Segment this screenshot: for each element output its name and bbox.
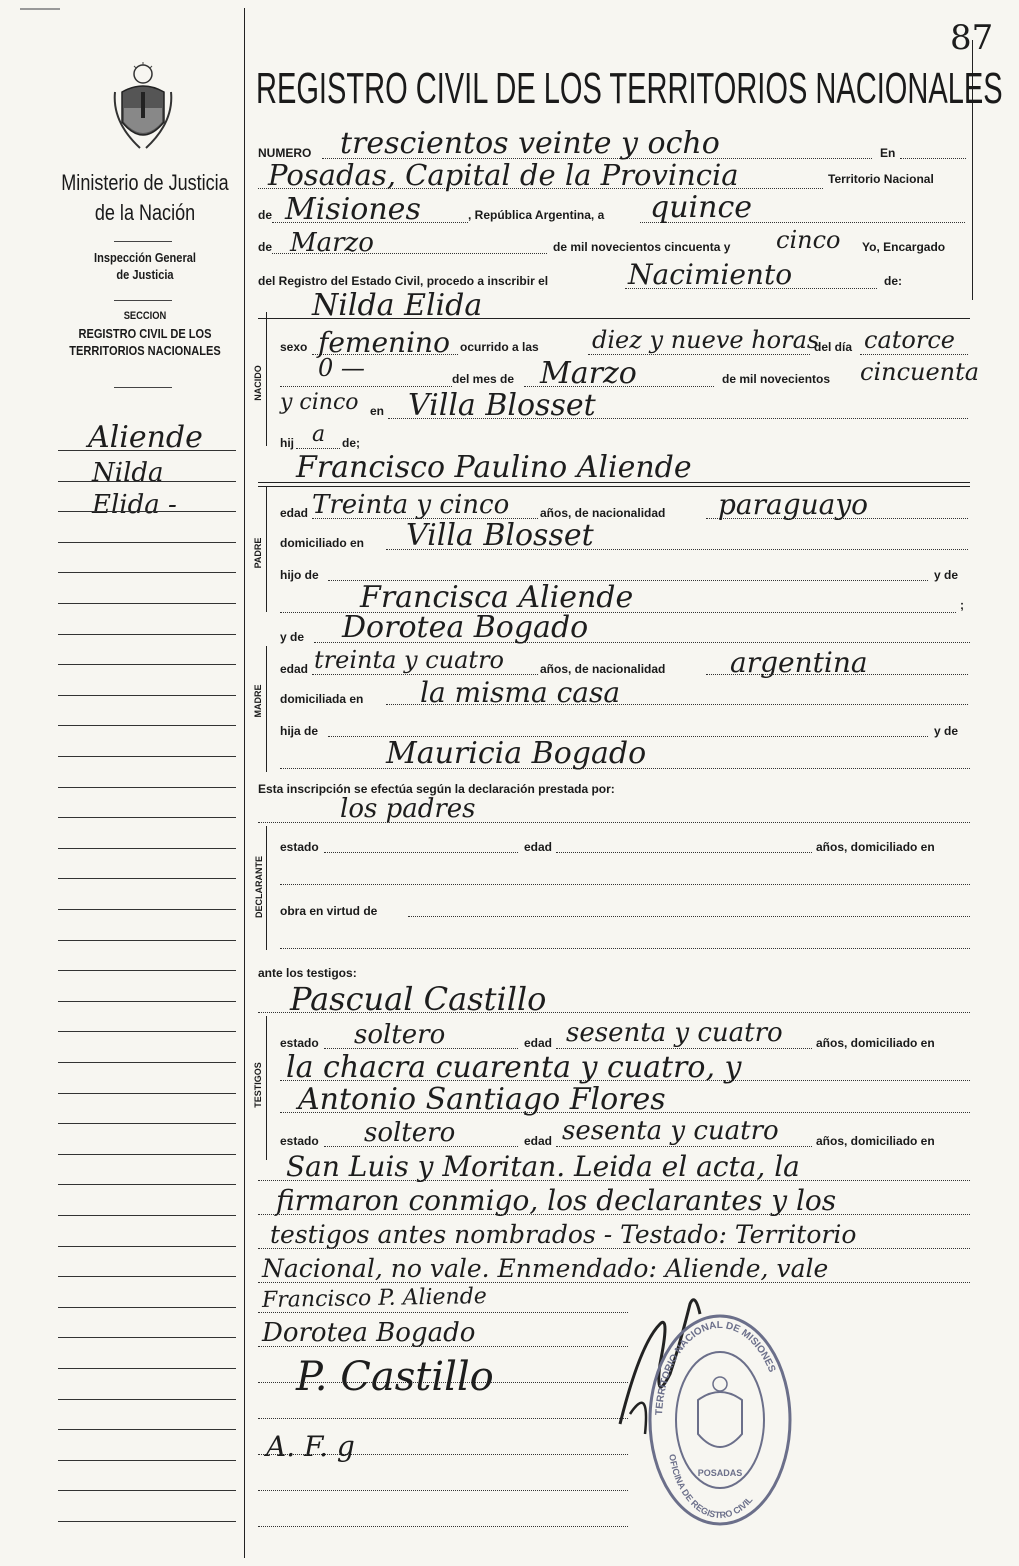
header-title: REGISTRO CIVIL DE LOS TERRITORIOS NACIONALES — [256, 64, 1003, 113]
father-dom: Villa Blosset — [406, 518, 594, 553]
ministry-line1: Ministerio de Justicia — [61, 170, 229, 195]
margin-rule — [58, 1184, 236, 1185]
father-name-line2 — [258, 486, 970, 487]
republica-label: , República Argentina, a — [468, 208, 605, 222]
section-block — [60, 310, 230, 358]
witness2-edad-label: edad — [524, 1134, 553, 1148]
numero-value: trescientos veinte y ocho — [340, 126, 720, 161]
declarante-estado-line — [324, 852, 518, 853]
madre-bracket — [266, 646, 267, 772]
hij-label: hij — [280, 436, 294, 450]
father-y-de-label: y de — [934, 568, 959, 582]
signature-rule — [258, 1418, 628, 1419]
declarante-label: DECLARANTE — [254, 856, 264, 918]
signature-father: Francisco P. Aliende — [261, 1284, 488, 1313]
witness2-age-line — [556, 1146, 812, 1147]
testigos-label: ante los testigos: — [258, 966, 357, 980]
section-label: SECCION — [123, 310, 167, 322]
margin-rule — [58, 940, 236, 941]
lugar-value: Villa Blosset — [408, 388, 596, 423]
de-territory-label: de — [258, 208, 273, 222]
margin-rule — [58, 909, 236, 910]
inspection-divider — [114, 300, 172, 301]
page-number: 87 — [950, 18, 994, 58]
inspection-line2: de Justicia — [116, 267, 174, 282]
declarante-edad-label: edad — [524, 840, 553, 854]
margin-rule — [58, 1246, 236, 1247]
mother-y-de2-label: y de — [934, 724, 959, 738]
coat-of-arms-icon — [112, 62, 174, 152]
margin-rule — [58, 1001, 236, 1002]
witness1-age: sesenta y cuatro — [566, 1018, 783, 1048]
mother-mother: Mauricia Bogado — [386, 736, 647, 771]
ministry-name — [51, 170, 240, 226]
mother-edad-label: edad — [280, 662, 309, 676]
witness2-age: sesenta y cuatro — [562, 1116, 779, 1146]
declarante-dom-line — [280, 884, 970, 885]
mother-dom: la misma casa — [420, 676, 621, 709]
margin-rule — [58, 1307, 236, 1308]
margin-rule — [58, 1031, 236, 1032]
margin-rule — [58, 695, 236, 696]
inscripcion-label: Esta inscripción se efectúa según la declaración prestada por: — [258, 782, 615, 796]
signature-initials: A. F. g — [266, 1430, 355, 1463]
mother-y-de-label: y de — [280, 630, 305, 644]
witness2-estado: soltero — [364, 1118, 456, 1148]
margin-rule — [58, 1399, 236, 1400]
zero-mark: 0 — — [318, 354, 365, 382]
del-mes-label: del mes de — [452, 372, 515, 386]
place-value: Posadas, Capital de la Provincia — [268, 158, 739, 192]
official-stamp-icon — [640, 1310, 800, 1530]
year-birth-value: cincuenta — [860, 358, 980, 386]
act-type-value: Nacimiento — [628, 258, 793, 291]
margin-rule — [58, 848, 236, 849]
year-value: cinco — [776, 226, 841, 254]
mother-age-line — [312, 674, 538, 675]
declarante-dom-label: años, domiciliado en — [816, 840, 935, 854]
mother-nac-label: años, de nacionalidad — [540, 662, 666, 676]
signature-mother: Dorotea Bogado — [262, 1318, 476, 1348]
madre-label: MADRE — [253, 684, 263, 718]
father-dom-label: domiciliado en — [280, 536, 365, 550]
margin-rule — [58, 511, 236, 512]
mother-name: Dorotea Bogado — [342, 610, 589, 645]
frame-left-border — [244, 8, 245, 1558]
numero-label: NUMERO — [258, 146, 312, 160]
witness1-name: Pascual Castillo — [290, 980, 547, 1018]
nacido-label: NACIDO — [253, 365, 263, 401]
witness2-name: Antonio Santiago Flores — [298, 1082, 666, 1117]
month-value: Marzo — [290, 228, 374, 258]
section-divider — [114, 387, 172, 388]
hija-de-label: hija de — [280, 724, 319, 738]
del-dia-label: del día — [814, 340, 853, 354]
margin-rule — [58, 1215, 236, 1216]
margin-rule — [58, 1123, 236, 1124]
declarante-age-line — [556, 852, 812, 853]
territory-value: Misiones — [285, 192, 421, 227]
father-nat: paraguayo — [718, 488, 869, 521]
signature-rule — [258, 1490, 628, 1491]
margin-rule — [58, 1154, 236, 1155]
sexo-label: sexo — [280, 340, 308, 354]
margin-rule — [58, 664, 236, 665]
closing-line3: testigos antes nombrados - Testado: Territorio — [270, 1220, 857, 1249]
mother-age: treinta y cuatro — [314, 646, 504, 674]
witness1-age-line — [556, 1048, 812, 1049]
ministry-line2: de la Nación — [94, 200, 196, 225]
en-lugar-label: en — [370, 404, 385, 418]
father-age: Treinta y cinco — [312, 490, 510, 520]
ocurrido-label: ocurrido a las — [460, 340, 539, 354]
margin-rule — [58, 1460, 236, 1461]
section-line2: TERRITORIOS NACIONALES — [69, 343, 221, 358]
mil-label: de mil novecientos — [722, 372, 831, 386]
de-colon-label: de: — [884, 274, 902, 288]
ministry-divider — [114, 241, 172, 242]
mother-nat: argentina — [730, 646, 868, 679]
padre-bracket — [266, 486, 267, 612]
inspection-line1: Inspección General — [94, 250, 196, 265]
registro-label: del Registro del Estado Civil, procedo a inscribir el — [258, 274, 549, 288]
padre-label: PADRE — [253, 537, 263, 569]
stamp-bottom-text: OFICINA DE REGISTRO CIVIL — [667, 1453, 755, 1521]
father-nac-label: años, de nacionalidad — [540, 506, 666, 520]
father-name: Francisco Paulino Aliende — [296, 450, 692, 485]
testigos-bracket — [266, 1016, 267, 1160]
declarante-value: los padres — [340, 794, 476, 824]
signature-rule — [258, 1526, 628, 1527]
en-field-line — [900, 158, 966, 159]
closing-line2: firmaron conmigo, los declarantes y los — [276, 1184, 837, 1217]
hijo-de-label: hijo de — [280, 568, 319, 582]
child-name: Nilda Elida — [312, 288, 483, 323]
margin-rule — [58, 970, 236, 971]
margin-name1: Nilda — [92, 458, 164, 488]
mes-value: Marzo — [540, 356, 637, 391]
margin-rule — [58, 725, 236, 726]
margin-rule — [58, 878, 236, 879]
testigos-label-vertical: TESTIGOS — [253, 1062, 263, 1108]
witness2-dom: San Luis y Moritan. Leida el acta, la — [286, 1150, 800, 1183]
margin-rule — [58, 756, 236, 757]
margin-rule — [58, 1276, 236, 1277]
page-mark — [20, 2, 60, 10]
margin-rule — [58, 1429, 236, 1430]
father-edad-label: edad — [280, 506, 309, 520]
witness1-dom: la chacra cuarenta y cuatro, y — [286, 1050, 742, 1085]
encargado-label: Yo, Encargado — [862, 240, 946, 254]
witness1-dom-label: años, domiciliado en — [816, 1036, 935, 1050]
dia-value: catorce — [864, 326, 955, 354]
hij-value: a — [312, 422, 326, 447]
margin-name2: Elida - — [92, 490, 177, 520]
margin-surname: Aliende — [88, 420, 203, 455]
witness2-dom-label: años, domiciliado en — [816, 1134, 935, 1148]
sexo-value: femenino — [318, 326, 450, 359]
en-label: En — [880, 146, 896, 160]
hij-de-label: de; — [342, 436, 360, 450]
margin-rule — [58, 634, 236, 635]
mother-dom-label: domiciliada en — [280, 692, 364, 706]
margin-rule — [58, 481, 236, 482]
de-month-label: de — [258, 240, 273, 254]
margin-rule — [58, 1062, 236, 1063]
semicolon: ; — [960, 598, 964, 612]
hora-field-line — [588, 354, 810, 355]
obra-line — [408, 916, 970, 917]
hij-field-line — [296, 448, 340, 449]
margin-rule — [58, 1337, 236, 1338]
witness1-estado-label: estado — [280, 1036, 319, 1050]
witness2-estado-label: estado — [280, 1134, 319, 1148]
declarante-estado-label: estado — [280, 840, 319, 854]
territorio-label: Territorio Nacional — [828, 172, 934, 186]
margin-rule — [58, 542, 236, 543]
margin-rule — [58, 817, 236, 818]
dia-field-line — [860, 354, 968, 355]
section-line1: REGISTRO CIVIL DE LOS — [78, 326, 212, 341]
inspection-name — [60, 250, 230, 282]
day-value: quince — [650, 190, 752, 225]
margin-rule — [58, 787, 236, 788]
margin-rule — [58, 450, 236, 451]
hora-value: diez y nueve horas — [592, 326, 820, 354]
stamp-center-text: POSADAS — [697, 1468, 743, 1478]
dia-cont-line — [280, 386, 452, 387]
margin-rule — [58, 603, 236, 604]
witness1-estado: soltero — [354, 1020, 446, 1050]
nacido-bracket — [266, 312, 267, 446]
margin-rule — [58, 1521, 236, 1522]
closing-line4: Nacional, no vale. Enmendado: Aliende, vale — [262, 1254, 829, 1283]
obra-label: obra en virtud de — [280, 904, 378, 918]
year-birth-cont: y cinco — [280, 390, 359, 415]
margin-rule — [58, 1093, 236, 1094]
witness1-edad-label: edad — [524, 1036, 553, 1050]
margin-rule — [58, 1368, 236, 1369]
year-label: de mil novecientos cincuenta y — [553, 240, 731, 254]
signature-witness: P. Castillo — [296, 1354, 494, 1400]
obra-line2 — [280, 948, 970, 949]
margin-rule — [58, 572, 236, 573]
margin-rule — [58, 1490, 236, 1491]
stamp-outer-text: TERRITORIO NACIONAL DE MISIONES — [654, 1319, 778, 1416]
father-mother: Francisca Aliende — [360, 580, 634, 615]
declarante-bracket — [266, 826, 267, 950]
signature-rule — [258, 1312, 628, 1313]
